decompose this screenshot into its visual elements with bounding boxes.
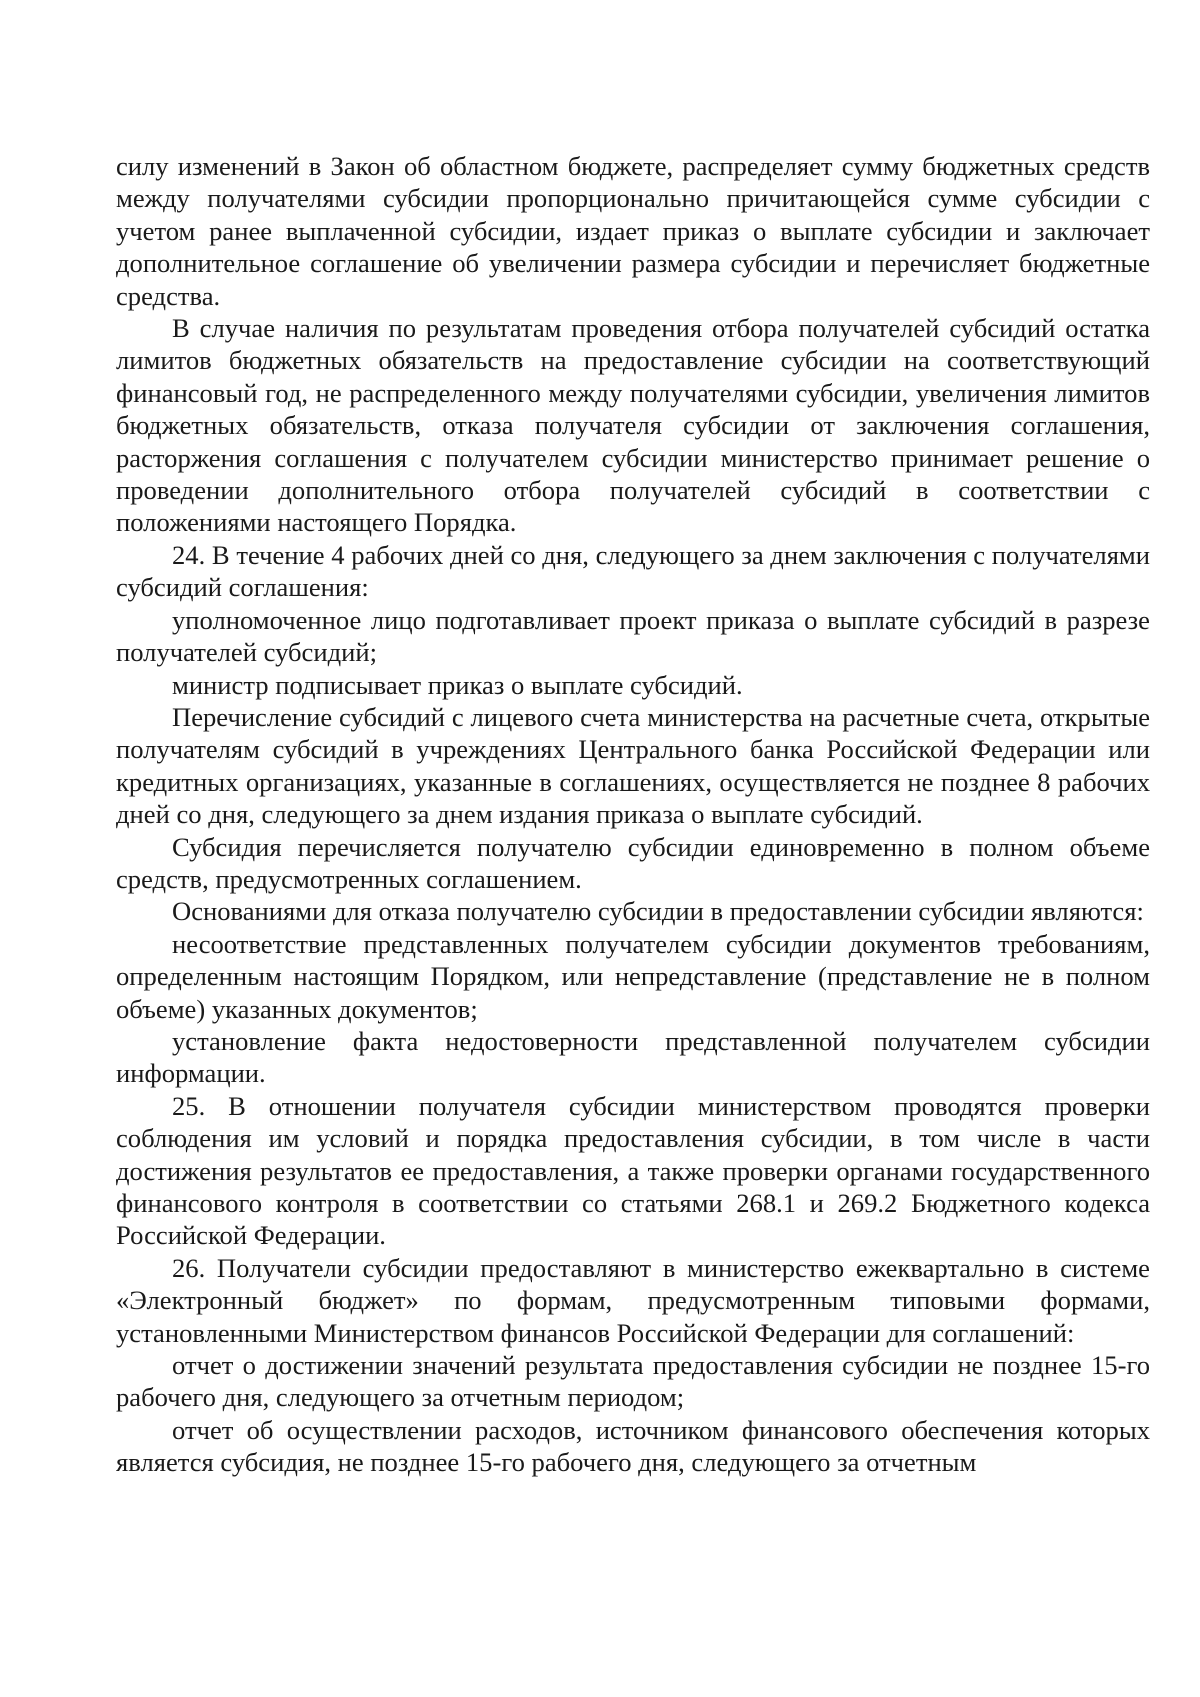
- paragraph-14: отчет об осуществлении расходов, источником финансового обеспечения которых является субсидия, не позднее 15-го рабочего дня, следующего за отчетным: [116, 1414, 1150, 1478]
- paragraph-6: Перечисление субсидий с лицевого счета министерства на расчетные счета, открытые получателям субсидий в учреждениях Центрального банка Российской Федерации или кредитных организациях, указанные в соглашениях, осуществляется не позднее 8 рабочих дней со дня, следующего за днем издания приказа о выплате субсидий.: [116, 701, 1150, 830]
- paragraph-5: министр подписывает приказ о выплате субсидий.: [172, 669, 743, 700]
- paragraph-1: силу изменений в Закон об областном бюджете, распределяет сумму бюджетных средств между получателями субсидии пропорционально причитающейся сумме субсидии с учетом ранее выплаченной субсидии, издает приказ о выплате субсидии и заключает дополнительное соглашение об увеличении размера субсидии и перечисляет бюджетные средства.: [116, 151, 1150, 311]
- paragraph-13: отчет о достижении значений результата предоставления субсидии не позднее 15-го рабочего дня, следующего за отчетным периодом;: [116, 1350, 1150, 1413]
- paragraph-11: 25. В отношении получателя субсидии министерством проводятся проверки соблюдения им условий и порядка предоставления субсидии, в том числе в части достижения результатов ее предоставления, а также проверки органами государственного финансового контроля в соответствии со статьями 268.1 и 269.2 Бюджетного кодекса Российской Федерации.: [116, 1090, 1150, 1251]
- paragraph-7: Субсидия перечисляется получателю субсидии единовременно в полном объеме средств, предусмотренных соглашением.: [116, 831, 1150, 894]
- paragraph-9: несоответствие представленных получателем субсидии документов требованиям, определенным настоящим Порядком, или непредставление (представление не в полном объеме) указанных документов;: [116, 928, 1150, 1024]
- paragraph-12: 26. Получатели субсидии предоставляют в министерство ежеквартально в системе «Электронный бюджет» по формам, предусмотренным типовыми формами, установленными Министерством финансов Российской Федерации для соглашений:: [116, 1252, 1150, 1348]
- paragraph-2: В случае наличия по результатам проведения отбора получателей субсидий остатка лимитов бюджетных обязательств на предоставление субсидии на соответствующий финансовый год, не распределенного между получателями субсидии, увеличения лимитов бюджетных обязательств, отказа получателя субсидии от заключения соглашения, расторжения соглашения с получателем субсидии министерство принимает решение о проведении дополнительного отбора получателей субсидий в соответствии с положениями настоящего Порядка.: [116, 313, 1150, 538]
- paragraph-3: 24. В течение 4 рабочих дней со дня, следующего за днем заключения с получателями субсидий соглашения:: [116, 539, 1150, 603]
- paragraph-8: Основаниями для отказа получателю субсидии в предоставлении субсидии являются:: [172, 896, 1144, 927]
- paragraph-4: уполномоченное лицо подготавливает проект приказа о выплате субсидий в разрезе получателей субсидий;: [116, 604, 1150, 668]
- paragraph-10: установление факта недостоверности представленной получателем субсидии информации.: [116, 1025, 1150, 1089]
- document-page: [116, 150, 1150, 1479]
